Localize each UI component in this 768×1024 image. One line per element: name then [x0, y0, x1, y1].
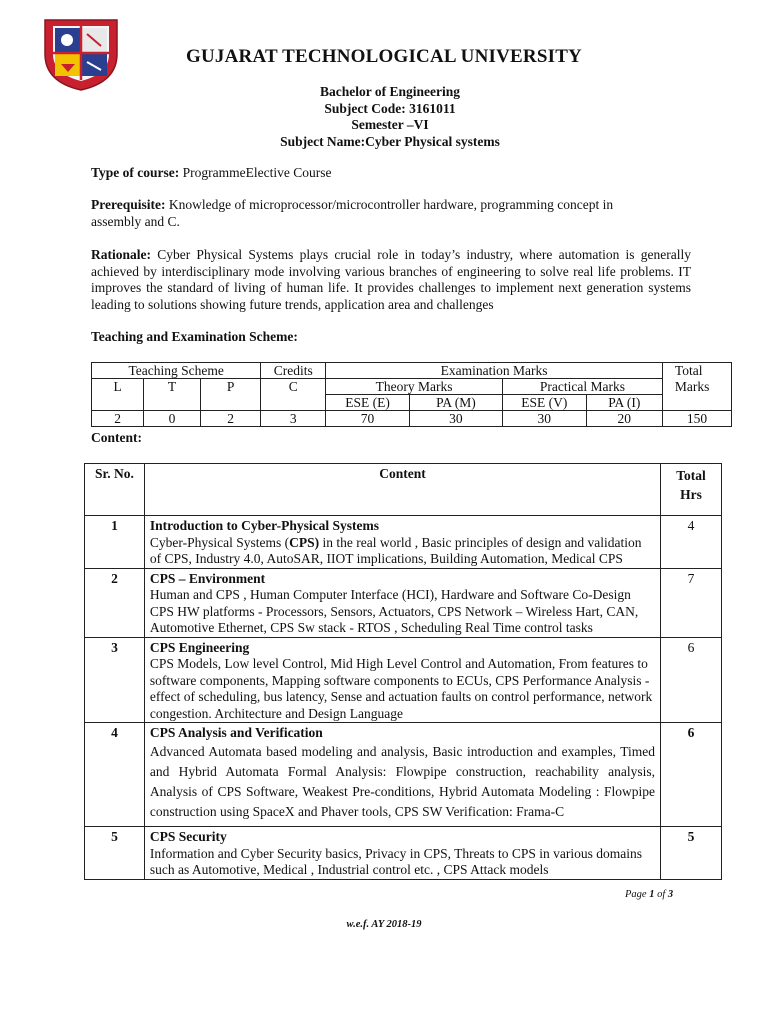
content-row	[85, 827, 722, 880]
row-hrs: 7	[661, 568, 722, 637]
prerequisite	[91, 197, 651, 230]
practical-marks-header: Practical Marks	[502, 379, 662, 395]
course-type-label: Type of course:	[91, 165, 180, 180]
row-hrs: 4	[661, 516, 722, 569]
course-type-value: ProgrammeElective Course	[179, 165, 332, 180]
value-t: 0	[144, 411, 200, 427]
wef-note: w.e.f. AY 2018-19	[346, 919, 422, 930]
row-content	[144, 723, 660, 827]
l-header: L	[92, 379, 144, 411]
teaching-scheme-header: Teaching Scheme	[92, 363, 261, 379]
value-ese-e: 70	[326, 411, 410, 427]
content-row	[85, 568, 722, 637]
scheme-heading: Teaching and Examination Scheme:	[91, 329, 298, 344]
value-p: 2	[200, 411, 261, 427]
row-body: Advanced Automata based modeling and analysis, Basic introduction and examples, Timed and Hybrid Automata Formal Analysis: Flowpipe construction, reachability analysis, Analysis of CPS Software, Weakest Pre-conditions, Hybrid Automata Modeling : Flowpipe construction using SpaceX and Phaver tools, CPS SW Verification: Frama-C	[149, 743, 656, 819]
p-header: P	[200, 379, 261, 411]
row-hrs: 6	[661, 723, 722, 827]
row-body: Cyber-Physical Systems (CPS) in the real world , Basic principles of design and validation of CPS, Industry 4.0, AutoSAR, IIOT implications, Building Automation, Medical CPS	[149, 534, 642, 566]
university-title: GUJARAT TECHNOLOGICAL UNIVERSITY	[186, 46, 582, 67]
row-content	[144, 637, 660, 723]
content-row	[85, 723, 722, 827]
row-content	[144, 827, 660, 880]
course-type	[91, 165, 691, 182]
sr-no-header: Sr. No.	[85, 464, 145, 516]
subject-code-line: Subject Code: 3161011	[324, 101, 456, 116]
content-row	[85, 637, 722, 723]
row-title: CPS Engineering	[149, 639, 250, 655]
prerequisite-value: Knowledge of microprocessor/microcontroller hardware, programming concept in assembly and C.	[91, 197, 614, 229]
row-title: CPS – Environment	[149, 570, 266, 586]
ese-v-header: ESE (V)	[502, 395, 586, 411]
row-sr: 5	[85, 827, 145, 880]
exam-marks-header: Examination Marks	[326, 363, 663, 379]
total-header: Total	[662, 363, 731, 379]
content-table	[84, 463, 722, 880]
row-title: CPS Analysis and Verification	[149, 725, 323, 740]
row-sr: 1	[85, 516, 145, 569]
row-sr: 4	[85, 723, 145, 827]
content-heading: Content:	[91, 430, 142, 445]
value-total: 150	[662, 411, 731, 427]
rationale	[91, 247, 691, 313]
pa-i-header: PA (I)	[586, 395, 662, 411]
prerequisite-label: Prerequisite:	[91, 197, 166, 212]
credits-header: Credits	[261, 363, 326, 379]
hrs-label: Hrs	[680, 487, 702, 502]
row-sr: 3	[85, 637, 145, 723]
total-hrs-header	[661, 464, 722, 516]
value-pa-i: 20	[586, 411, 662, 427]
c-header: C	[261, 379, 326, 411]
row-title: Introduction to Cyber-Physical Systems	[149, 518, 380, 533]
total-label: Total	[676, 468, 706, 483]
scheme-table	[91, 362, 732, 427]
row-body: CPS Models, Low level Control, Mid High Level Control and Automation, From features to software components, Mapping software components to ECUs, CPS Performance Analysis - effect of scheduling, bus latency, Sense and actuation faults on control performance, network congestion. Architecture and Design Language	[149, 656, 653, 721]
row-hrs: 6	[661, 637, 722, 723]
row-title: CPS Security	[149, 829, 227, 844]
value-ese-v: 30	[502, 411, 586, 427]
t-header: T	[144, 379, 200, 411]
subject-name-line: Subject Name:Cyber Physical systems	[280, 134, 500, 149]
row-content	[144, 516, 660, 569]
semester-line: Semester –VI	[351, 117, 429, 132]
pa-m-header: PA (M)	[409, 395, 502, 411]
ese-e-header: ESE (E)	[326, 395, 410, 411]
row-body: Information and Cyber Security basics, Privacy in CPS, Threats to CPS in various domains such as Automotive, Medical , Industrial control etc. , CPS Attack models	[149, 845, 642, 877]
content-row	[85, 516, 722, 569]
page-number: Page 1 of 3	[625, 889, 674, 900]
degree-line: Bachelor of Engineering	[320, 84, 460, 99]
marks-header: Marks	[662, 379, 731, 411]
row-sr: 2	[85, 568, 145, 637]
value-pa-m: 30	[409, 411, 502, 427]
theory-marks-header: Theory Marks	[326, 379, 503, 395]
row-body: Human and CPS , Human Computer Interface (HCI), Hardware and Software Co-Design CPS HW platforms - Processors, Sensors, Actuators, CPS Network – Wireless Hart, CAN, Automotive Ethernet, CPS Sw stack - RTOS , Scheduling Real Time control tasks	[149, 587, 639, 635]
content-header: Content	[144, 464, 660, 516]
value-l: 2	[92, 411, 144, 427]
rationale-label: Rationale:	[91, 247, 151, 262]
row-content	[144, 568, 660, 637]
value-c: 3	[261, 411, 326, 427]
row-hrs: 5	[661, 827, 722, 880]
rationale-value: Cyber Physical Systems plays crucial role in today’s industry, where automation is generally achieved by interdisciplinary mode involving various branches of engineering to solve real life problems. IT improves the standard of living of human life. It provides challenges to implement next generation systems leading to solutions showing future trends, application area and challenges	[91, 247, 691, 312]
